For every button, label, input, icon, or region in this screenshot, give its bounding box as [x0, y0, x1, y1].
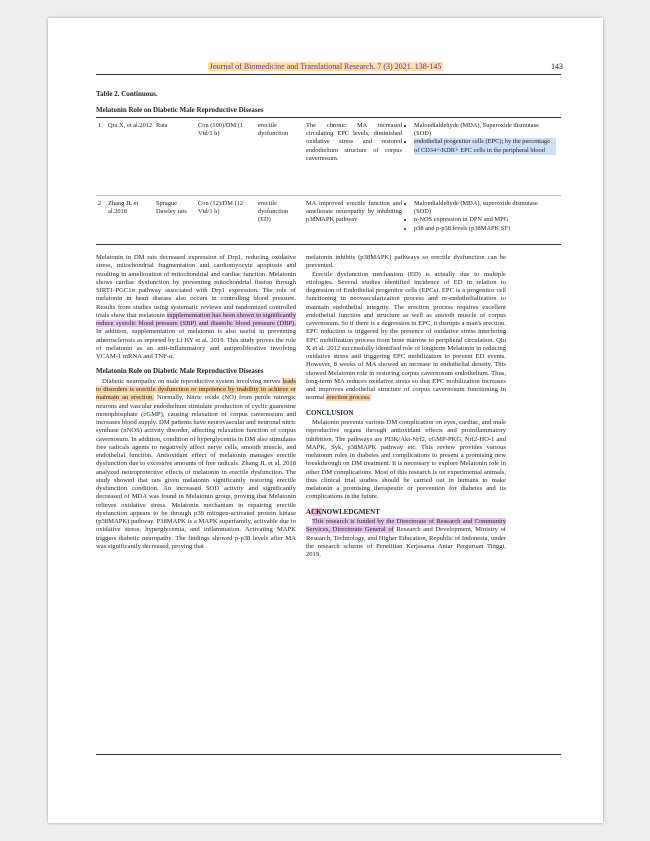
table-rule-bottom: [96, 244, 561, 245]
table-row-divider: [96, 195, 561, 196]
table-subheading: Melatonin Role on Diabetic Male Reproductive Diseases: [96, 106, 264, 114]
row-reference: Qiu X, et al.2012: [108, 122, 153, 129]
row-subject: Sprague Dawley rats: [156, 200, 187, 216]
highlight: supplementation has been shown to significantly reduce systolic blood pressure (SBP) and diastolic blood pressure (DBP).: [96, 311, 296, 327]
row-number: 2: [98, 200, 102, 207]
row-markers: [406, 200, 556, 233]
row-result: MA improved erectile function and ameliorate neuropathy by inhibiting p38MAPK pathway: [306, 200, 402, 224]
highlight: erection process.: [326, 394, 371, 402]
header-rule: [96, 74, 561, 75]
paper-page: [48, 18, 603, 823]
table-title: Table 2. Continuous.: [96, 90, 158, 98]
page-number: 143: [551, 62, 563, 71]
marker-item: • p38 and p-p38 levels (p38MAPK SF): [414, 225, 556, 233]
body-paragraph: This research is funded by the Directorate of Research and Community Services, Directorate General of Research and Development, Ministry of Research, Technology, and Higher Education, Republic of Indonesia, under the research scheme of Penelitian Kerjasama Antar Perguruan Tinggi, 2019.: [306, 518, 506, 558]
section-heading: Melatonin Role on Diabetic Male Reproductive Diseases: [96, 367, 264, 376]
row-markers: [406, 122, 556, 155]
row-reference: Zhang JL et al.2018: [108, 200, 139, 216]
marker-item: • endothelial progenitor cells (EPC); by the percentage of CD34+/KDR+ EPC cells in the peripheral blood: [414, 138, 556, 154]
row-result: The chronic MA increased circulating EPC levels, diminished oxidative stress and restored endothelium structure of corpus cavernosum.: [306, 122, 402, 162]
highlight: leads to disorders is erectile dysfunction or impotence by inability to achieve or maintain an erection.: [96, 377, 296, 402]
row-subject: Rats: [156, 122, 168, 129]
running-head: [48, 62, 603, 71]
highlight: This research is funded by the Directorate of Research and Community Services, Directorate General of: [306, 518, 506, 534]
row-disease: erectile dysfunction (ED): [258, 200, 289, 224]
journal-citation: Journal of Biomedicine and Translational Research. 7 (3) 2021. 138-145: [209, 62, 442, 71]
left-column: [96, 254, 296, 551]
right-column: [306, 254, 506, 559]
footer-rule: [96, 754, 561, 755]
body-paragraph: Melatonin in DM rats decreased expression of Drp1, reducing oxidative stress, mitochondrial fragmentation and cardiomyocyte apoptosis and resulting in amelioration of mitochondrial and cardiac function. Melatonin shows cardiac dysfunction by preventing mitochondrial fission through SIRT1-PGC1α pathway associated with Drp1 expression. The role of melatonin in heart disease also occurs in controlling blood pressure. Results from studies using systematic reviews and randomized controlled trials show that melatonin supplementation has been shown to significantly reduce systolic blood pressure (SBP) and diastolic blood pressure (DBP). In addition, supplementation of melatonin is also useful in preventing atherosclerosis as reported by Li HY et al. 2019. This study proves the role of melatonin as an anti-inflammatory and antiproliferative involving VCAM-1 mRNA and TNF-α.: [96, 254, 296, 360]
row-number: 1: [98, 122, 102, 129]
body-paragraph: Erectile dysfunction mechanism (ED) is actually due to multiple etiologies. Several studies identified incidence of ED in relation to degression of Endothelial progenitor cells (EPCs). EPC is a progenitor cell functioning in neovascularization process and re-endothelialization to maintain endothelial integrity. The erection process requires excellent endothelial function and structure as well as smooth muscle of corpus cavernosum. So if there is a degression in EPC, it disrupts a man's erection. EPC reduction is triggered by the presence of oxidative stress interfering EPC mobilization process from bone marrow to peripheral circulation. Qiu X et al. 2012 successfully identified role of longterm Melatonin in reducing oxidative stress and triggering EPC mobilization to prevent ED events. However, 8 weeks of MA showed an increase in endothelial density. This showed Melatonin role in restoring corpus cavernosum endothelium. Thus, long-term MA reduces oxidative stress so that EPC mobilization increases and improves endothelial structure of corpus cavernosum functioning in normal erection process.: [306, 270, 506, 402]
marker-item: • n-NOS expression in DPN and MPG: [414, 216, 556, 224]
body-paragraph: Diabetic neuropathy on male reproductive system involving nerves leads to disorders is erectile dysfunction or impotence by inability to achieve or maintain an erection. Normally, Nitric oxide (NO) from penile nitrergic neurons and vascular endothelium stimulate production of cyclic guanosine monophosphate (cGMP), causing relaxation of corpus cavernosum and increases blood supply. DM patients have neurovascular and neuronal nitric synthase (nNOS) activity disorder, affecting relaxation function of corpus cavernosum. In addition, condition of hyperglycemia in DM also stimulates free radicals agents to negatively affect nerve cells, smooth muscle, and endothelial function. Antioxidant effect of melatonin manages erectile dysfunction due to excessive amounts of free radicals. Zhang JL et al. 2018 analyzed neuroprotective effects of melatonin in erectile dysfunction. The study showed that rats given melatonin significantly restoring erectile dysfunction condition. An increased SOD activity and significantly decreased of MDA was found in Melatonin group, proving that Melatonin relieves oxidative stress. Melatonin mechanism in repairing erectile dysfunction appears to be through p38 mitogen-activated protein kinase (p38MAPK) pathway. P38MAPK is a MAPK superfamily, activable due to oxidative stress, hyperglycemia, and inflammation. Activating MAPK triggers diabetic neuropathy. The findings showed p-p38 levels after MA was significantly decreased, proving that: [96, 377, 296, 550]
table-rule-top: [96, 117, 561, 118]
conclusion-heading: CONCLUSION: [306, 408, 354, 417]
marker-item: • Malondialdehyde (MDA), superoxide dismutase (SOD): [414, 200, 556, 216]
body-paragraph: melatonin inhibits (p38MAPK) pathways so erectile dysfunction can be prevented.: [306, 254, 506, 270]
row-dosage: Con (100)/DM (1 Vtd/1 h): [198, 122, 244, 138]
marker-item: • Malondialdehyde (MDA), Superoxide dismutase (SOD): [414, 122, 556, 138]
row-disease: erectile dysfunction: [258, 122, 289, 138]
acknowledgment-heading: ACKNOWLEDGMENT: [306, 507, 380, 516]
body-paragraph: Melatonin prevents various DM complication on eyes, cardiac, and male reproductive organs through antioxidant effects and proinflammatory inhibition. The pathways are PI3K/Akt-Nrf2, cGMP-PKG, Nrf2-HO-1 and MAPK, Syk, p38MAPK pathway etc. This review provides various melatonin roles in diabetes and complications to present a promising new breakthrough on DM treatment. It is necessary to explore Melatonin role in other DM complications. Most of this research is on experimental animals, thus clinical trial studies should be carried out in humans to make melatonin a promising therapeutic or prevention for diabetes and its complications in the future.: [306, 419, 506, 501]
row-dosage: Con (12)/DM (12 Vtd/1 h): [198, 200, 244, 216]
